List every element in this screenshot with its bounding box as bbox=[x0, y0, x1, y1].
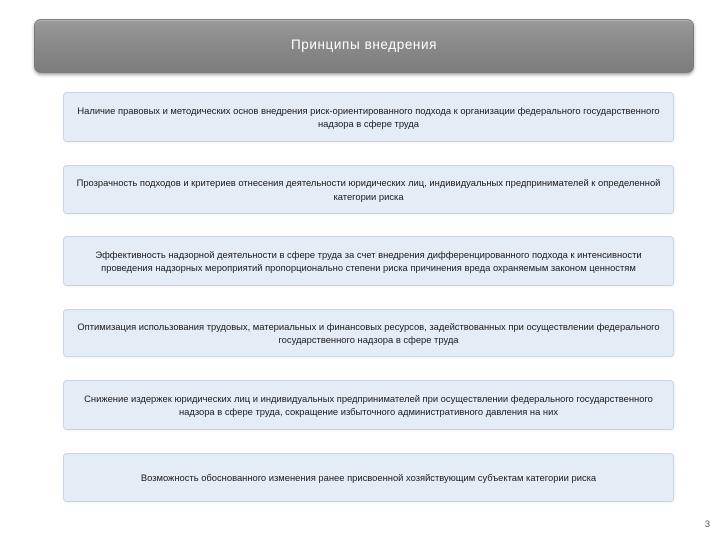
principle-text: Наличие правовых и методических основ внедрения риск-ориентированного подхода к организации федерального государственного надзора в сфере труда bbox=[77, 104, 660, 129]
principle-box bbox=[63, 380, 674, 430]
principle-text: Возможность обоснованного изменения ранее присвоенной хозяйствующим субъектам категории риска bbox=[140, 471, 597, 483]
principle-box bbox=[63, 453, 674, 502]
principle-text: Эффективность надзорной деятельности в сфере труда за счет внедрения дифференцированного подхода к интенсивности проведения надзорных мероприятий пропорционально степени риска причинения вреда охраняемым законом ценностям bbox=[95, 248, 642, 273]
principle-box bbox=[63, 165, 674, 214]
slide-title: Принципы внедрения bbox=[290, 36, 438, 52]
principle-text: Снижение издержек юридических лиц и индивидуальных предпринимателей при осуществлении федерального государственного надзора в сфере труда, сокращение избыточного административного давления на них bbox=[84, 392, 653, 417]
principle-box bbox=[63, 309, 674, 357]
page-number: 3 bbox=[704, 519, 710, 530]
principle-box bbox=[63, 92, 674, 142]
principle-text: Прозрачность подходов и критериев отнесения деятельности юридических лиц, индивидуальных предпринимателей к определенной категории риска bbox=[76, 177, 661, 202]
principle-box bbox=[63, 236, 674, 286]
principle-text: Оптимизация использования трудовых, материальных и финансовых ресурсов, задействованных при осуществлении федерального государственного надзора в сфере труда bbox=[77, 320, 660, 345]
